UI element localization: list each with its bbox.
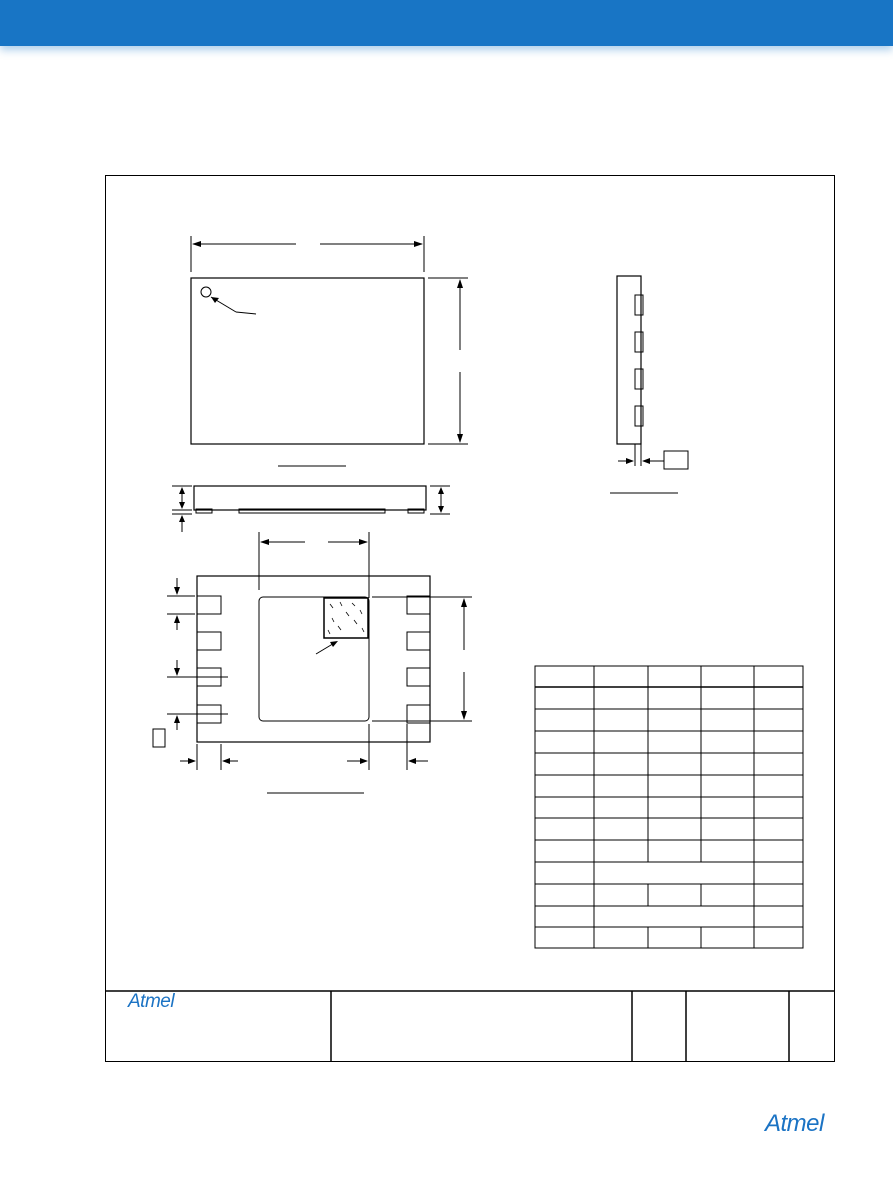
hatch-marks [328,602,364,634]
atmel-logo-footer: Atmel [765,1110,824,1137]
bottom-view [153,532,472,793]
end-view [610,276,688,493]
top-view [191,236,468,466]
dimension-table [535,666,803,948]
title-block [105,991,835,1062]
atmel-logo-title-block: Atmel [128,991,175,1012]
side-view [172,486,450,532]
